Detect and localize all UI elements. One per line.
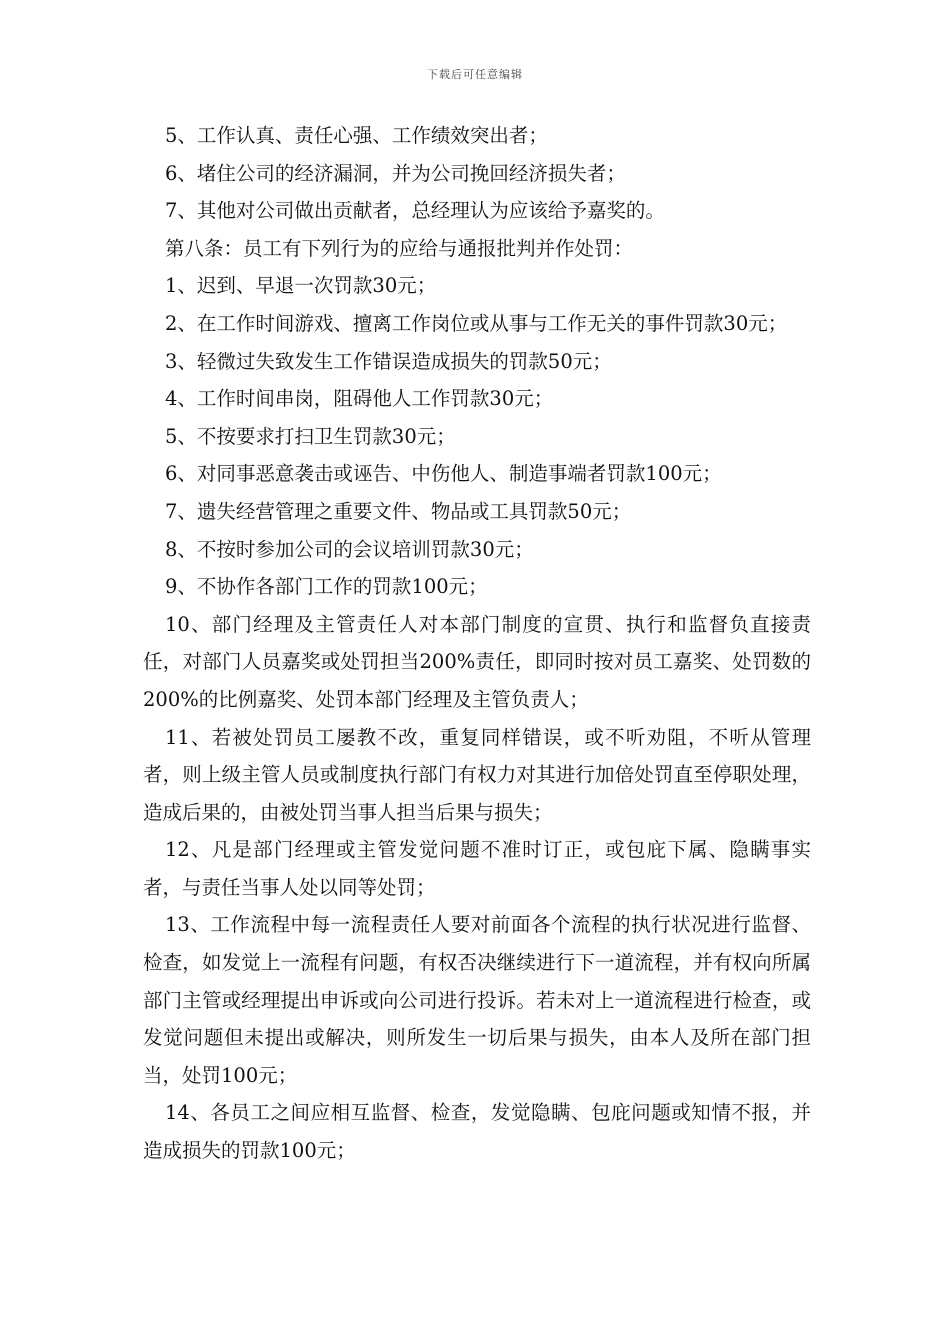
paragraph: 5、工作认真、责任心强、工作绩效突出者； <box>165 124 548 147</box>
paragraph: 6、对同事恶意袭击或诬告、中伤他人、制造事端者罚款100元； <box>165 462 722 486</box>
page-header: 下载后可任意编辑 <box>427 68 523 81</box>
paragraph: 4、工作时间串岗，阻碍他人工作罚款30元； <box>165 387 554 411</box>
paragraph: 7、其他对公司做出贡献者，总经理认为应该给予嘉奖的。 <box>165 199 665 223</box>
paragraph: 7、遗失经营管理之重要文件、物品或工具罚款50元； <box>165 499 632 523</box>
paragraph: 3、轻微过失致发生工作错误造成损失的罚款50元； <box>165 349 612 373</box>
section-heading: 第八条：员工有下列行为的应给与通报批判并作处罚： <box>165 236 634 260</box>
paragraph: 11、若被处罚员工屡教不改，重复同样错误，或不听劝阻，不听从管理者，则上级主管人员或制度执行部门有权力对其进行加倍处罚直至停职处理，造成后果的，由被处罚当事人担当后果与损失； <box>143 725 811 824</box>
paragraph: 8、不按时参加公司的会议培训罚款30元； <box>165 537 534 561</box>
paragraph: 10、部门经理及主管责任人对本部门制度的宣贯、执行和监督负直接责任，对部门人员嘉奖或处罚担当200%责任，即同时按对员工嘉奖、处罚数的200%的比例嘉奖、处罚本部门经理及主管负责人； <box>143 612 811 711</box>
paragraph: 6、堵住公司的经济漏洞，并为公司挽回经济损失者； <box>165 161 626 185</box>
paragraph: 1、迟到、早退一次罚款30元； <box>165 274 437 298</box>
paragraph: 5、不按要求打扫卫生罚款30元； <box>165 424 456 448</box>
paragraph: 9、不协作各部门工作的罚款100元； <box>165 575 488 599</box>
paragraph: 2、在工作时间游戏、擅离工作岗位或从事与工作无关的事件罚款30元； <box>165 311 788 335</box>
document-body <box>143 117 811 1170</box>
paragraph: 14、各员工之间应相互监督、检查，发觉隐瞒、包庇问题或知情不报，并造成损失的罚款100元； <box>143 1101 811 1163</box>
paragraph: 12、凡是部门经理或主管发觉问题不准时订正，或包庇下属、隐瞒事实者，与责任当事人处以同等处罚； <box>143 838 811 899</box>
paragraph: 13、工作流程中每一流程责任人要对前面各个流程的执行状况进行监督、检查，如发觉上一流程有问题，有权否决继续进行下一道流程，并有权向所属部门主管或经理提出申诉或向公司进行投诉。若未对上一道流程进行检查，或发觉问题但未提出或解决，则所发生一切后果与损失，由本人及所在部门担当，处罚100元； <box>143 913 811 1087</box>
